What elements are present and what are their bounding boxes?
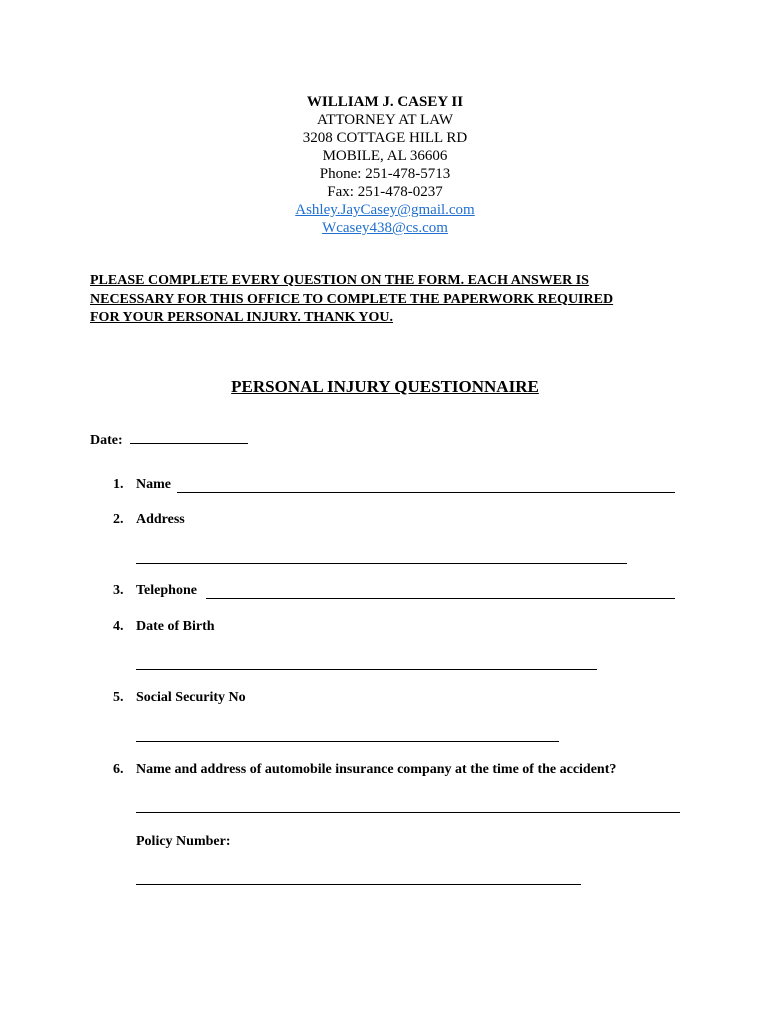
letterhead bbox=[0, 93, 770, 237]
city-state-zip: MOBILE, AL 36606 bbox=[322, 148, 448, 164]
date-blank[interactable] bbox=[130, 429, 248, 444]
name-answer-line[interactable] bbox=[177, 492, 675, 493]
question-address bbox=[113, 512, 185, 528]
question-number: 1. bbox=[113, 477, 124, 492]
question-social-security bbox=[113, 690, 246, 706]
notice-line-3: FOR YOUR PERSONAL INJURY. THANK YOU. bbox=[90, 310, 394, 325]
social-security-answer-line[interactable] bbox=[136, 741, 559, 742]
policy-number-label: Policy Number: bbox=[136, 834, 231, 849]
question-name bbox=[113, 477, 171, 493]
email-link-1[interactable]: Ashley.JayCasey@gmail.com bbox=[295, 202, 475, 218]
question-label: Telephone bbox=[136, 583, 197, 598]
question-insurance-company bbox=[113, 762, 617, 778]
question-date-of-birth bbox=[113, 619, 215, 635]
question-number: 4. bbox=[113, 619, 124, 634]
question-telephone bbox=[113, 583, 197, 599]
question-number: 6. bbox=[113, 762, 124, 777]
attorney-title: ATTORNEY AT LAW bbox=[316, 112, 454, 128]
question-label: Social Security No bbox=[136, 690, 246, 705]
question-label: Date of Birth bbox=[136, 619, 215, 634]
date-label: Date: bbox=[90, 433, 123, 448]
question-label: Name and address of automobile insurance company at the time of the accident? bbox=[136, 762, 617, 777]
attorney-name: WILLIAM J. CASEY II bbox=[306, 94, 464, 110]
question-number: 5. bbox=[113, 690, 124, 705]
instructions-notice bbox=[90, 272, 690, 328]
phone-number: Phone: 251-478-5713 bbox=[319, 166, 451, 182]
question-number: 2. bbox=[113, 512, 124, 527]
notice-line-1: PLEASE COMPLETE EVERY QUESTION ON THE FORM. EACH ANSWER IS bbox=[90, 273, 589, 288]
email-link-2[interactable]: Wcasey438@cs.com bbox=[322, 220, 448, 236]
street-address: 3208 COTTAGE HILL RD bbox=[302, 130, 468, 146]
date-of-birth-answer-line[interactable] bbox=[136, 669, 597, 670]
question-number: 3. bbox=[113, 583, 124, 598]
insurance-company-answer-line[interactable] bbox=[136, 812, 680, 813]
form-title: PERSONAL INJURY QUESTIONNAIRE bbox=[231, 377, 539, 396]
address-answer-line[interactable] bbox=[136, 563, 627, 564]
telephone-answer-line[interactable] bbox=[206, 598, 675, 599]
fax-number: Fax: 251-478-0237 bbox=[327, 184, 443, 200]
question-label: Name bbox=[136, 477, 171, 492]
question-label: Address bbox=[136, 512, 185, 527]
date-field bbox=[90, 429, 248, 449]
notice-line-2: NECESSARY FOR THIS OFFICE TO COMPLETE THE PAPERWORK REQUIRED bbox=[90, 291, 614, 307]
policy-number-answer-line[interactable] bbox=[136, 884, 581, 885]
